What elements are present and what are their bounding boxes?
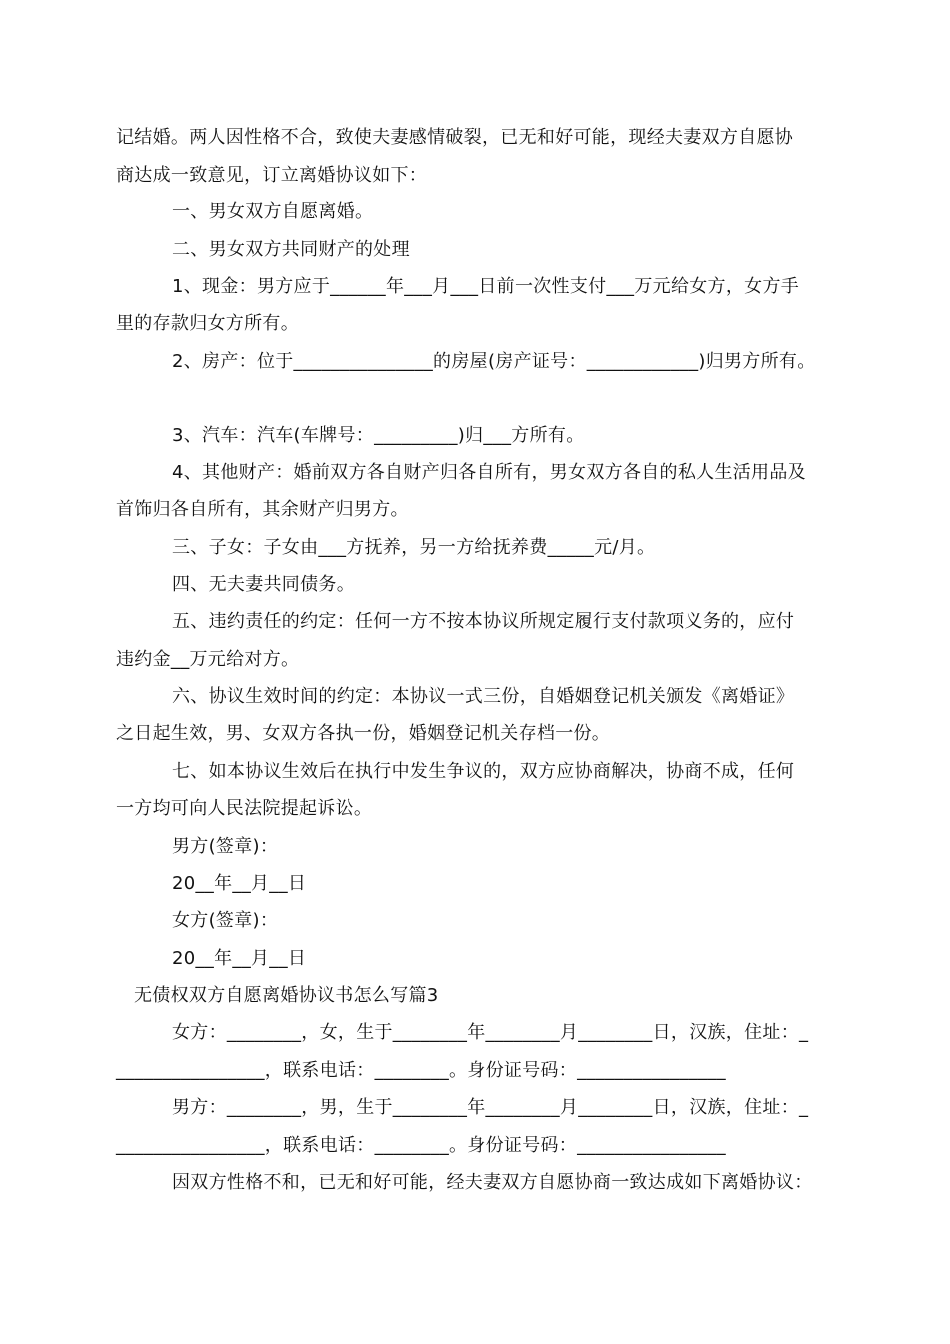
party-info-line: 女方：________，女，生于________年________月________日，汉族，住址：_ [172, 1022, 809, 1043]
section-title: 无债权双方自愿离婚协议书怎么写篇3 [134, 985, 439, 1006]
clause-heading: 四、无夫妻共同债务。 [172, 574, 355, 595]
paragraph-line: 七、如本协议生效后在执行中发生争议的，双方应协商解决，协商不成，任何 [172, 761, 795, 782]
paragraph-line: 里的存款归女方所有。 [116, 313, 299, 334]
paragraph-line: 1、现金：男方应于______年___月___日前一次性支付___万元给女方，女方手 [172, 276, 800, 297]
paragraph-line: 六、协议生效时间的约定：本协议一式三份，自婚姻登记机关颁发《离婚证》 [172, 686, 795, 707]
signature-line-female: 女方(签章)： [172, 910, 279, 931]
paragraph-line: 因双方性格不和，已无和好可能，经夫妻双方自愿协商一致达成如下离婚协议： [172, 1172, 813, 1193]
paragraph-line: 3、汽车：汽车(车牌号：_________)归___方所有。 [172, 425, 585, 446]
date-line: 20__年__月__日 [172, 948, 307, 969]
signature-line-male: 男方(签章)： [172, 836, 279, 857]
clause-heading: 二、男女双方共同财产的处理 [172, 239, 410, 260]
party-info-line: ________________，联系电话：________。身份证号码：________________ [116, 1060, 726, 1081]
party-info-line: ________________，联系电话：________。身份证号码：________________ [116, 1135, 726, 1156]
paragraph-line: 2、房产：位于_______________的房屋(房产证号：____________)归男方所有。 [172, 351, 816, 372]
party-info-line: 男方：________，男，生于________年________月________日，汉族，住址：_ [172, 1097, 809, 1118]
paragraph-line: 记结婚。两人因性格不合，致使夫妻感情破裂，已无和好可能，现经夫妻双方自愿协 [116, 127, 794, 148]
paragraph-line: 之日起生效，男、女双方各执一份，婚姻登记机关存档一份。 [116, 723, 611, 744]
paragraph-line: 首饰归各自所有，其余财产归男方。 [116, 499, 409, 520]
paragraph-line: 商达成一致意见，订立离婚协议如下： [116, 165, 428, 186]
clause-heading: 一、男女双方自愿离婚。 [172, 201, 374, 222]
paragraph-line: 五、违约责任的约定：任何一方不按本协议所规定履行支付款项义务的，应付 [172, 611, 795, 632]
date-line: 20__年__月__日 [172, 873, 307, 894]
paragraph-line: 一方均可向人民法院提起诉讼。 [116, 798, 373, 819]
paragraph-line: 违约金__万元给对方。 [116, 649, 300, 670]
paragraph-line: 4、其他财产：婚前双方各自财产归各自所有，男女双方各自的私人生活用品及 [172, 462, 806, 483]
clause-heading: 三、子女：子女由___方抚养，另一方给抚养费_____元/月。 [172, 537, 656, 558]
